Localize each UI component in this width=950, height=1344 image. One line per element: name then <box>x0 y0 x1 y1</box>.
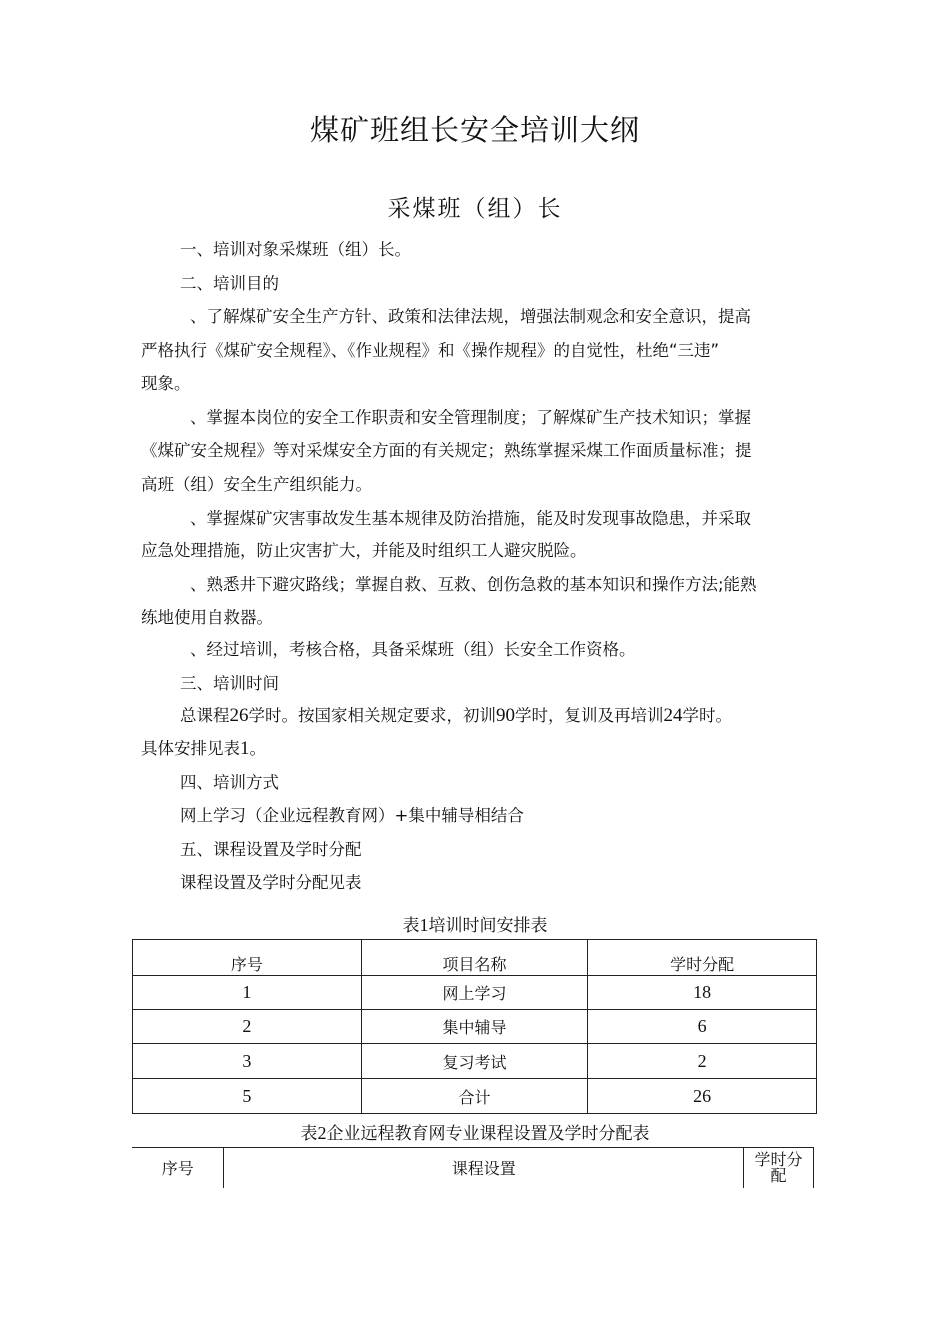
table-row <box>133 976 817 1010</box>
purpose-2-line-2: 《煤矿安全规程》等对采煤安全方面的有关规定；熟练掌握采煤工作面质量标准；提 <box>141 441 752 460</box>
training-time-text-f: 。 <box>249 739 266 758</box>
section-5-heading: 五、课程设置及学时分配 <box>180 840 362 859</box>
table-row <box>133 1044 817 1079</box>
table-row <box>133 1079 817 1114</box>
training-hours-retrain: 24 <box>663 705 683 726</box>
training-time-table <box>132 939 817 1114</box>
purpose-4-line-2: 练地使用自救器。 <box>141 608 273 627</box>
training-time-line-2 <box>141 739 266 759</box>
table-1-header-index: 序号 <box>133 940 362 976</box>
purpose-1-line-2: 严格执行《煤矿安全规程》、《作业规程》和《操作规程》的自觉性，杜绝“三违” <box>141 341 720 360</box>
table-2-caption-prefix: 表 <box>300 1124 318 1144</box>
purpose-1-line-3: 现象。 <box>141 374 191 393</box>
training-time-text-d: 学时。 <box>682 706 732 725</box>
section-2-heading: 二、培训目的 <box>180 274 279 293</box>
table-1-header-row <box>133 940 817 976</box>
table-2-header-course: 课程设置 <box>224 1148 744 1188</box>
table-1-caption <box>0 911 950 936</box>
table-1-cell-item: 复习考试 <box>361 1044 588 1079</box>
table-1-caption-text: 培训时间安排表 <box>428 916 548 936</box>
table-1-cell-hours: 2 <box>588 1044 817 1079</box>
table-1-header-item: 项目名称 <box>361 940 588 976</box>
training-time-text-e: 具体安排见表 <box>141 739 240 758</box>
training-time-text-b: 学时。按国家相关规定要求，初训 <box>248 706 496 725</box>
section-3-heading: 三、培训时间 <box>180 674 279 693</box>
table-ref-number: 1 <box>240 738 250 759</box>
table-1-cell-item: 合计 <box>361 1079 588 1114</box>
table-2-header-row <box>132 1148 814 1188</box>
table-2-header-index: 序号 <box>132 1148 224 1188</box>
course-setting-text: 课程设置及学时分配见表 <box>180 873 362 892</box>
course-setting-table <box>132 1147 814 1188</box>
table-2-header-hours: 学时分 配 <box>744 1148 814 1188</box>
training-time-text-a: 总课程 <box>180 706 230 725</box>
training-hours-total: 26 <box>229 705 249 726</box>
training-time-text-c: 学时，复训及再培训 <box>515 706 664 725</box>
table-1-caption-prefix: 表 <box>402 916 420 936</box>
table-1-cell-index: 3 <box>133 1044 362 1079</box>
table-2-caption <box>0 1119 950 1144</box>
table-1-cell-hours: 26 <box>588 1079 817 1114</box>
training-hours-initial: 90 <box>496 705 515 726</box>
purpose-5-line: 、经过培训，考核合格，具备采煤班（组）长安全工作资格。 <box>190 640 636 659</box>
table-1-header-hours: 学时分配 <box>588 940 817 976</box>
document-title: 煤矿班组长安全培训大纲 <box>309 113 640 147</box>
table-2-caption-number: 2 <box>317 1123 327 1143</box>
section-4-heading: 四、培训方式 <box>180 773 279 792</box>
purpose-3-line-2: 应急处理措施，防止灾害扩大，并能及时组织工人避灾脱险。 <box>141 541 587 560</box>
table-1-cell-hours: 6 <box>588 1010 817 1044</box>
purpose-3-line-1: 、掌握煤矿灾害事故发生基本规律及防治措施，能及时发现事故隐患，并采取 <box>190 509 751 528</box>
purpose-2-line-1: 、掌握本岗位的安全工作职责和安全管理制度；了解煤矿生产技术知识；掌握 <box>190 408 751 427</box>
table-2-caption-text: 企业远程教育网专业课程设置及学时分配表 <box>326 1124 650 1144</box>
table-1-cell-index: 1 <box>133 976 362 1010</box>
purpose-2-line-3: 高班（组）安全生产组织能力。 <box>141 475 372 494</box>
document-subtitle: 采煤班（组）长 <box>387 196 563 222</box>
purpose-4-line-1: 、熟悉井下避灾路线；掌握自救、互救、创伤急救的基本知识和操作方法;能熟 <box>190 575 757 594</box>
table-1-cell-index: 2 <box>133 1010 362 1044</box>
purpose-1-line-1: 、了解煤矿安全生产方针、政策和法律法规，增强法制观念和安全意识，提高 <box>190 307 751 326</box>
table-1-cell-item: 网上学习 <box>361 976 588 1010</box>
training-time-line-1 <box>180 706 732 726</box>
section-1-heading: 一、培训对象采煤班（组）长。 <box>180 240 411 259</box>
table-1-caption-number: 1 <box>419 915 429 935</box>
table-1-cell-hours: 18 <box>588 976 817 1010</box>
table-row <box>133 1010 817 1044</box>
table-1-cell-item: 集中辅导 <box>361 1010 588 1044</box>
training-mode-text: 网上学习（企业远程教育网）+集中辅导相结合 <box>180 806 524 825</box>
table-1-cell-index: 5 <box>133 1079 362 1114</box>
